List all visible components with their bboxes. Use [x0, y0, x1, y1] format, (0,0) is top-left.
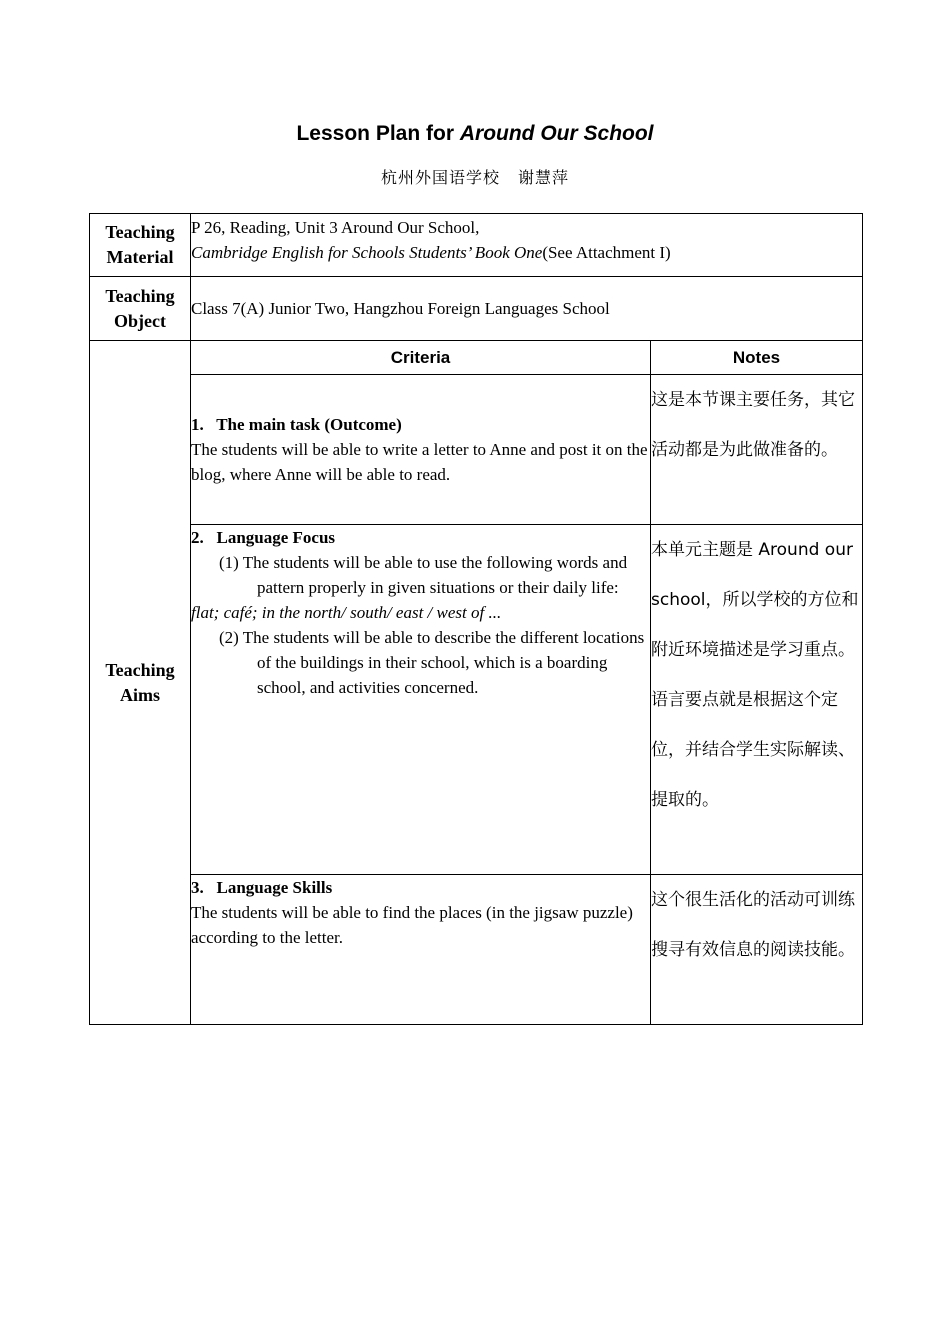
- label-line: Teaching: [105, 222, 175, 242]
- aim-1-heading: 1. The main task (Outcome): [191, 415, 402, 434]
- material-line-2: [191, 240, 862, 265]
- label-teaching-object: [90, 277, 191, 341]
- aim-2-point-2: (2) The students will be able to describe the different locations of the buildings in their school, which is a boarding school, and activities concerned.: [219, 628, 645, 697]
- label-teaching-material: [90, 214, 191, 277]
- aim-1-note: 这是本节课主要任务，其它活动都是为此做准备的。: [651, 375, 863, 525]
- document-title: [0, 122, 950, 146]
- aim-3-heading: 3. Language Skills: [191, 878, 333, 897]
- row-aim-1: [90, 375, 863, 525]
- aim-3-body: The students will be able to find the places (in the jigsaw puzzle) according to the letter.: [191, 903, 633, 947]
- material-line-1: P 26, Reading, Unit 3 Around Our School,: [191, 218, 480, 237]
- lesson-plan-table: [89, 213, 863, 1025]
- aim-2-point-1: (1) The students will be able to use the following words and pattern properly in given situations or their daily life:: [219, 553, 628, 597]
- author-name: 谢慧萍: [518, 168, 570, 187]
- teaching-material-value: [191, 214, 863, 277]
- row-aims-header: [90, 341, 863, 375]
- row-teaching-object: [90, 277, 863, 341]
- aim-1-body: The students will be able to write a letter to Anne and post it on the blog, where Anne will be able to read.: [191, 440, 648, 484]
- aim-3-note: 这个很生活化的活动可训练搜寻有效信息的阅读技能。: [651, 875, 863, 1025]
- teaching-object-value: Class 7(A) Junior Two, Hangzhou Foreign Languages School: [191, 277, 863, 341]
- school-name: 杭州外国语学校: [380, 168, 500, 187]
- document-subtitle: [0, 165, 950, 188]
- row-aim-2: [90, 525, 863, 875]
- label-teaching-aims: [90, 341, 191, 1025]
- row-teaching-material: [90, 214, 863, 277]
- title-italic: Around Our School: [459, 122, 654, 145]
- label-line: Teaching: [105, 659, 175, 680]
- attachment-ref: (See Attachment I): [542, 243, 671, 262]
- aim-2-note: 本单元主题是 Around our school，所以学校的方位和附近环境描述是学习重点。语言要点就是根据这个定位，并结合学生实际解读、提取的。: [651, 525, 863, 875]
- label-line: Object: [114, 310, 166, 331]
- book-title: Cambridge English for Schools Students’ Book One: [191, 243, 543, 262]
- label-line: Teaching: [105, 285, 175, 306]
- aim-2-words: flat; café; in the north/ south/ east / west of ...: [191, 603, 502, 622]
- notes-header: Notes: [651, 341, 863, 375]
- row-aim-3: [90, 875, 863, 1025]
- aim-3-criteria: [191, 875, 651, 1025]
- aim-1-criteria: [191, 375, 651, 525]
- criteria-header: Criteria: [191, 341, 651, 375]
- title-prefix: Lesson Plan for: [296, 122, 455, 145]
- label-line: Material: [106, 247, 174, 267]
- aim-2-criteria: [191, 525, 651, 875]
- aim-2-heading: 2. Language Focus: [191, 528, 336, 547]
- label-line: Aims: [120, 684, 160, 705]
